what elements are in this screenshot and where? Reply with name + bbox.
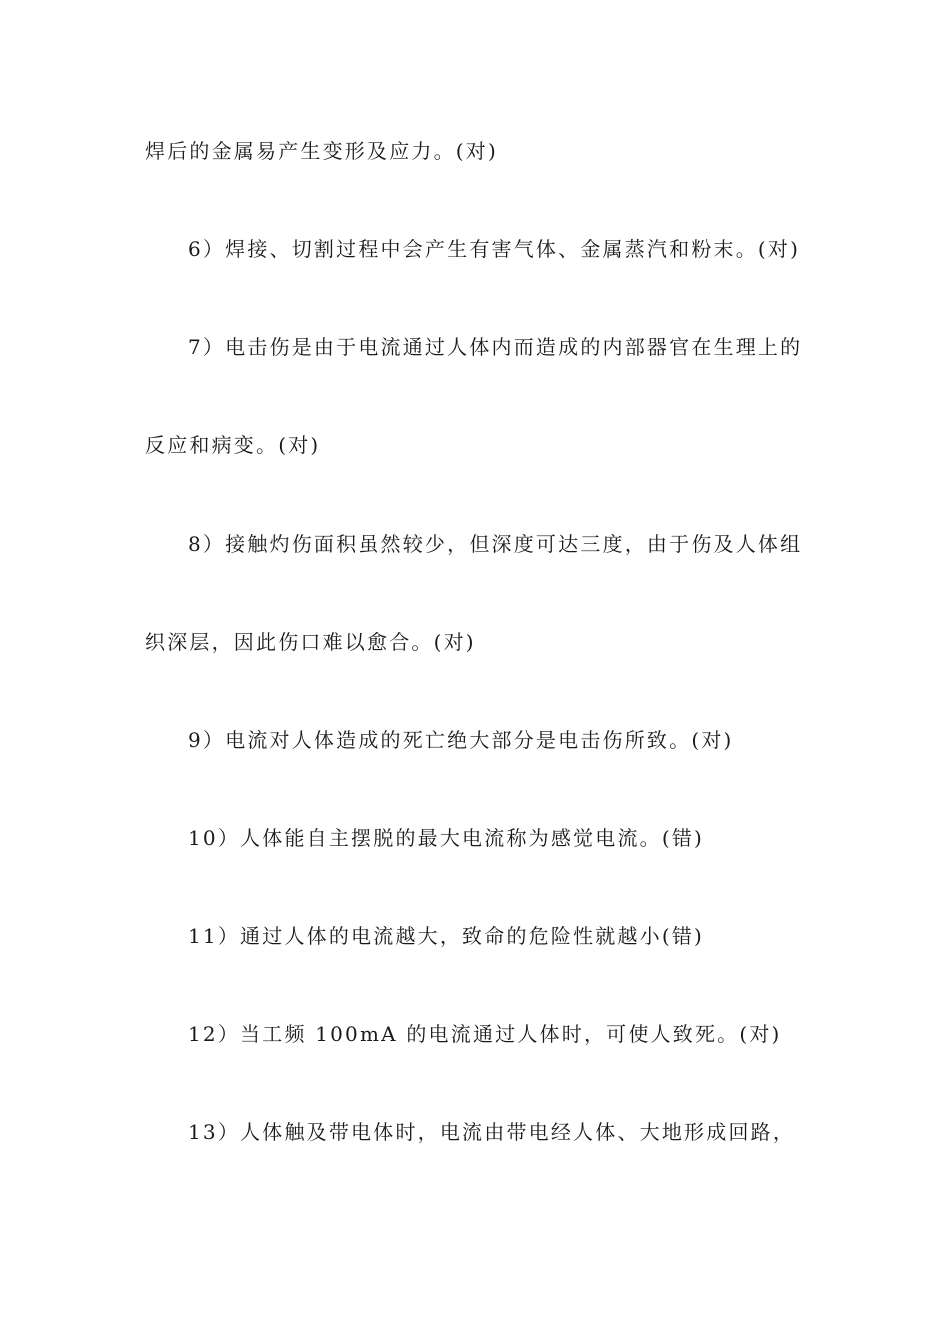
text-line-item-9: 9）电流对人体造成的死亡绝大部分是电击伤所致。(对) bbox=[188, 728, 734, 752]
text-line-item-8: 8）接触灼伤面积虽然较少，但深度可达三度，由于伤及人体组 bbox=[188, 532, 803, 556]
text-line-continuation-8: 织深层，因此伤口难以愈合。(对) bbox=[145, 630, 476, 654]
text-line-item-11: 11）通过人体的电流越大，致命的危险性就越小(错) bbox=[188, 924, 705, 948]
text-line-continuation-5: 焊后的金属易产生变形及应力。(对) bbox=[145, 139, 499, 163]
text-line-item-7: 7）电击伤是由于电流通过人体内而造成的内部器官在生理上的 bbox=[188, 335, 803, 359]
text-line-item-12: 12）当工频 100mA 的电流通过人体时，可使人致死。(对) bbox=[188, 1022, 782, 1046]
text-line-continuation-7: 反应和病变。(对) bbox=[145, 433, 321, 457]
text-line-item-13: 13）人体触及带电体时，电流由带电经人体、大地形成回路， bbox=[188, 1120, 796, 1144]
text-line-item-6: 6）焊接、切割过程中会产生有害气体、金属蒸汽和粉末。(对) bbox=[188, 237, 801, 261]
text-line-item-10: 10）人体能自主摆脱的最大电流称为感觉电流。(错) bbox=[188, 826, 705, 850]
